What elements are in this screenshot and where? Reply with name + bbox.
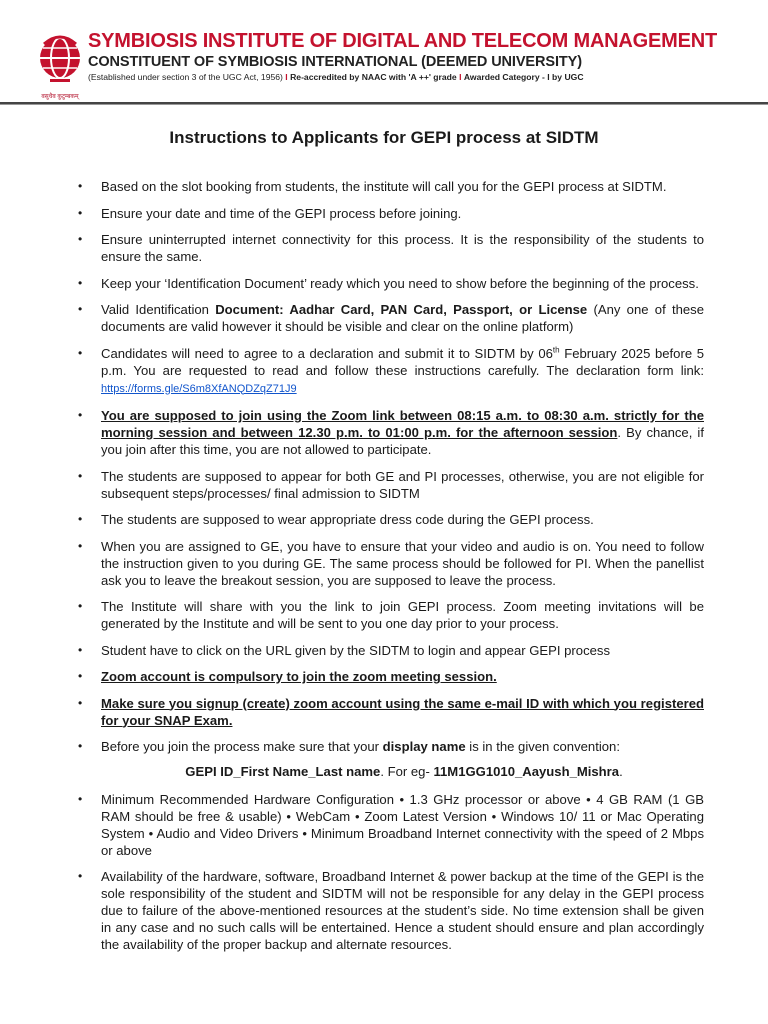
list-item: • You are supposed to join using the Zoom link between 08:15 a.m. to 08:30 a.m. strictly for the morning session and between 12.30 p.m. to 01:00 p.m. for the afternoon session. By chance, if you join after this time, you are not allowed to participate. [78, 408, 704, 457]
bullet: • [78, 408, 83, 422]
list-item: • Zoom account is compulsory to join the zoom meeting session. [78, 669, 497, 684]
list-item: • Make sure you signup (create) zoom account using the same e-mail ID with which you registered for your SNAP Exam. [78, 695, 704, 728]
bullet: • [78, 739, 83, 753]
bullet: • [78, 512, 83, 526]
list-item: • Availability of the hardware, software, Broadband Internet & power backup at the time of the GEPI is the sole responsibility of the student and SIDTM will not be responsible for any delay in the GEPI process due to failure of the above-mentioned resources at the student’s side. No time extension shall be given in any case and no such calls will be entertained. Hence a student should ensure and plan accordingly the availability of the proper backup and alternate resources. [78, 869, 704, 952]
bullet: • [78, 538, 83, 553]
establishment-line [88, 72, 584, 82]
bullet: • [78, 599, 83, 613]
instruction-list [0, 178, 768, 963]
list-item: • Keep your ‘Identification Document’ ready which you need to show before the beginning of the process. [78, 275, 699, 291]
constituent-line: CONSTITUENT OF SYMBIOSIS INTERNATIONAL (DEEMED UNIVERSITY) [88, 54, 582, 70]
bullet: • [78, 642, 83, 657]
institute-name: SYMBIOSIS INSTITUTE OF DIGITAL AND TELECOM MANAGEMENT [88, 30, 718, 52]
list-item: • Minimum Recommended Hardware Configuration • 1.3 GHz processor or above • 4 GB RAM (1 GB RAM should be free & usable) • WebCam • Zoom Latest Version • Windows 10/ 11 or Mac Operating System • Audio and Video Drivers • Minimum Broadband Internet connectivity with the speed of 2 Mbps or above [78, 791, 704, 858]
bullet: • [78, 232, 83, 246]
document-title: Instructions to Applicants for GEPI process at SIDTM [169, 128, 599, 147]
bullet: • [78, 869, 83, 883]
list-item: • Before you join the process make sure that your display name is in the given convention: [78, 739, 620, 754]
bullet: • [78, 468, 83, 483]
separator: I [285, 72, 288, 82]
list-item: • Student have to click on the URL given by the SIDTM to login and appear GEPI process [78, 642, 610, 658]
list-item: • Ensure uninterrupted internet connectivity for this process. It is the responsibility of the students to ensure the same. [78, 232, 704, 264]
list-item: • Ensure your date and time of the GEPI process before joining. [78, 205, 462, 221]
bullet: • [78, 345, 83, 360]
award-text: Awarded Category - I by UGC [463, 72, 584, 82]
letterhead [30, 28, 750, 100]
bullet: • [78, 179, 83, 193]
symbiosis-globe-logo [36, 32, 84, 92]
bullet: • [78, 695, 83, 710]
list-item: • The students are supposed to appear for both GE and PI processes, otherwise, you are not eligible for subsequent steps/processes/ final admission to SIDTM [78, 468, 704, 501]
established-text: (Established under section 3 of the UGC Act, 1956) [88, 72, 283, 82]
bullet: • [78, 275, 83, 290]
bullet: • [78, 791, 83, 806]
list-item: • The Institute will share with you the link to join GEPI process. Zoom meeting invitations will be generated by the Institute and will be sent to you one day prior to your process. [78, 599, 704, 631]
accreditation-text: Re-accredited by NAAC with 'A ++' grade [290, 72, 457, 82]
list-item: • The students are supposed to wear appropriate dress code during the GEPI process. [78, 512, 594, 527]
declaration-form-link[interactable]: https://forms.gle/S6m8XfANQDZqZ71J9 [101, 382, 297, 395]
bullet: • [78, 302, 83, 316]
bullet: • [78, 205, 83, 220]
list-item: • Valid Identification Document: Aadhar Card, PAN Card, Passport, or License (Any one of these documents are valid however it should be visible and clear on the online platform) [78, 302, 705, 334]
display-name-convention: GEPI ID_First Name_Last name. For eg- 11M1GG1010_Aayush_Mishra. [185, 763, 623, 779]
logo-motto: वसुधैव कुटुम्बकम् [41, 94, 79, 100]
list-item: • Candidates will need to agree to a declaration and submit it to SIDTM by 06th February 2025 before 5 p.m. You are requested to read and follow these instructions carefully. The declaration form link: https://forms.gle/S6m8XfANQDZqZ71J9 [78, 345, 705, 395]
bullet: • [78, 669, 83, 683]
header-divider [0, 102, 768, 105]
list-item: • When you are assigned to GE, you have to ensure that your video and audio is on. You need to follow the instruction given to you during GE. The same process should be followed for PI. When the panellist ask you to leave the breakout session, you are supposed to leave the process. [78, 538, 704, 588]
list-item: • Based on the slot booking from students, the institute will call you for the GEPI process at SIDTM. [78, 179, 667, 194]
separator: I [459, 72, 462, 82]
